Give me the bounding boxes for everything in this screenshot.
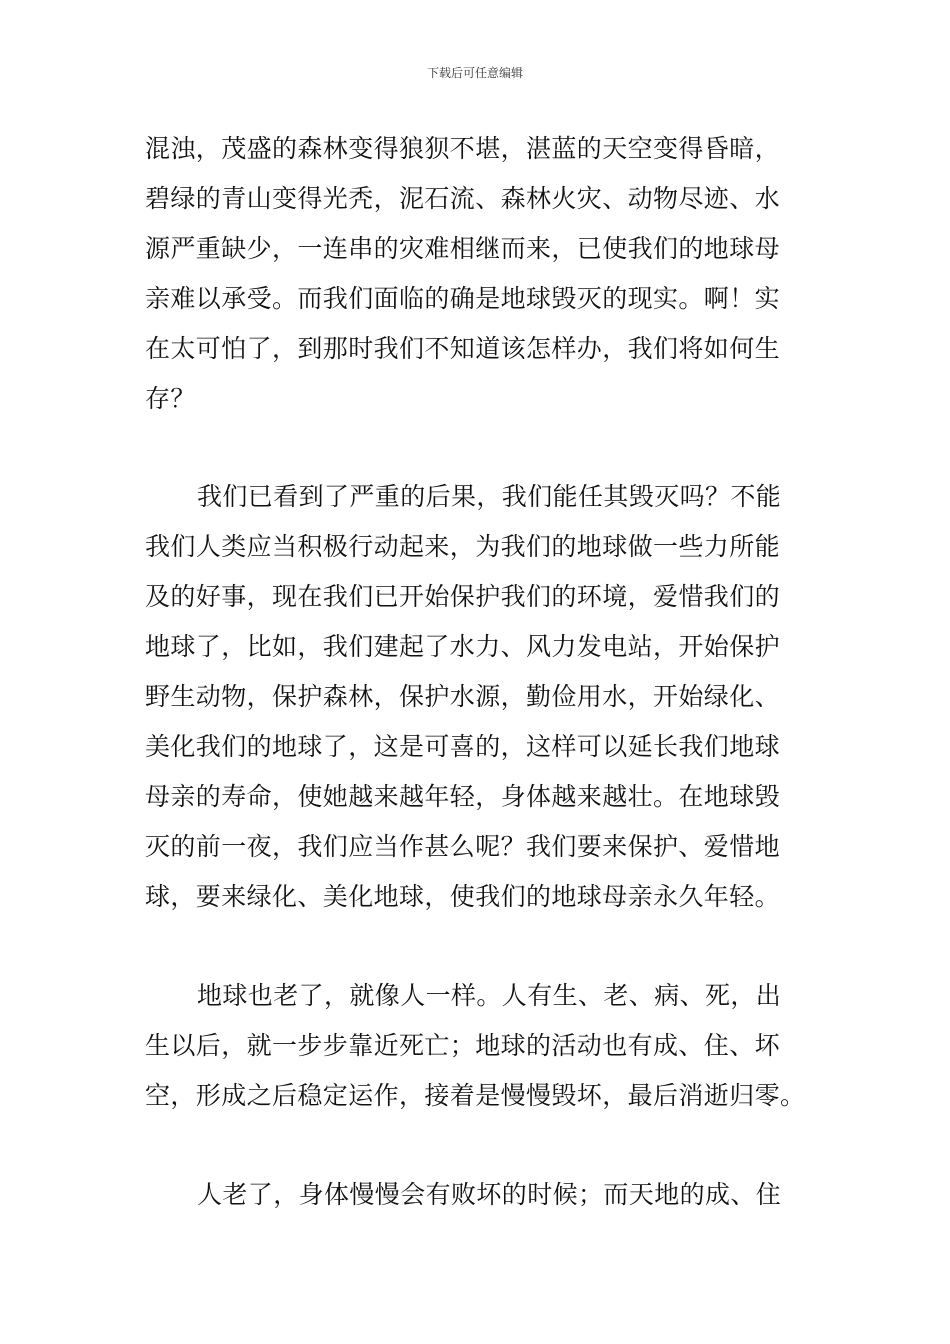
text-line: 存？ xyxy=(145,384,196,413)
text-line: 美化我们的地球了，这是可喜的，这样可以延长我们地球 xyxy=(145,732,781,761)
text-line: 母亲的寿命，使她越来越年轻，身体越来越壮。在地球毁 xyxy=(145,782,781,811)
text-line: 在太可怕了，到那时我们不知道该怎样办，我们将如何生 xyxy=(145,334,781,363)
text-line: 球，要来绿化、美化地球，使我们的地球母亲永久年轻。 xyxy=(145,882,781,911)
text-line: 亲难以承受。而我们面临的确是地球毁灭的现实。啊！实 xyxy=(145,284,781,313)
page-header: 下载后可任意编辑 xyxy=(426,66,523,80)
text-line: 我们已看到了严重的后果，我们能任其毁灭吗？不能 xyxy=(197,482,782,511)
text-line: 及的好事，现在我们已开始保护我们的环境，爱惜我们的 xyxy=(145,582,781,611)
text-line: 碧绿的青山变得光秃，泥石流、森林火灾、动物尽迹、水 xyxy=(145,184,781,213)
text-line: 野生动物，保护森林，保护水源，勤俭用水，开始绿化、 xyxy=(145,682,781,711)
text-line: 人老了，身体慢慢会有败坏的时候；而天地的成、住 xyxy=(197,1180,782,1209)
text-line: 地球也老了，就像人一样。人有生、老、病、死，出 xyxy=(197,981,782,1010)
text-line: 空，形成之后稳定运作，接着是慢慢毁坏，最后消逝归零。 xyxy=(145,1081,806,1110)
text-line: 生以后，就一步步靠近死亡；地球的活动也有成、住、坏 xyxy=(145,1031,781,1060)
text-line: 灭的前一夜，我们应当作甚么呢？我们要来保护、爱惜地 xyxy=(145,832,781,861)
text-line: 混浊，茂盛的森林变得狼狈不堪，湛蓝的天空变得昏暗， xyxy=(145,134,781,163)
text-line: 我们人类应当积极行动起来，为我们的地球做一些力所能 xyxy=(145,532,781,561)
text-line: 源严重缺少，一连串的灾难相继而来，已使我们的地球母 xyxy=(145,234,781,263)
text-line: 地球了，比如，我们建起了水力、风力发电站，开始保护 xyxy=(145,632,781,661)
